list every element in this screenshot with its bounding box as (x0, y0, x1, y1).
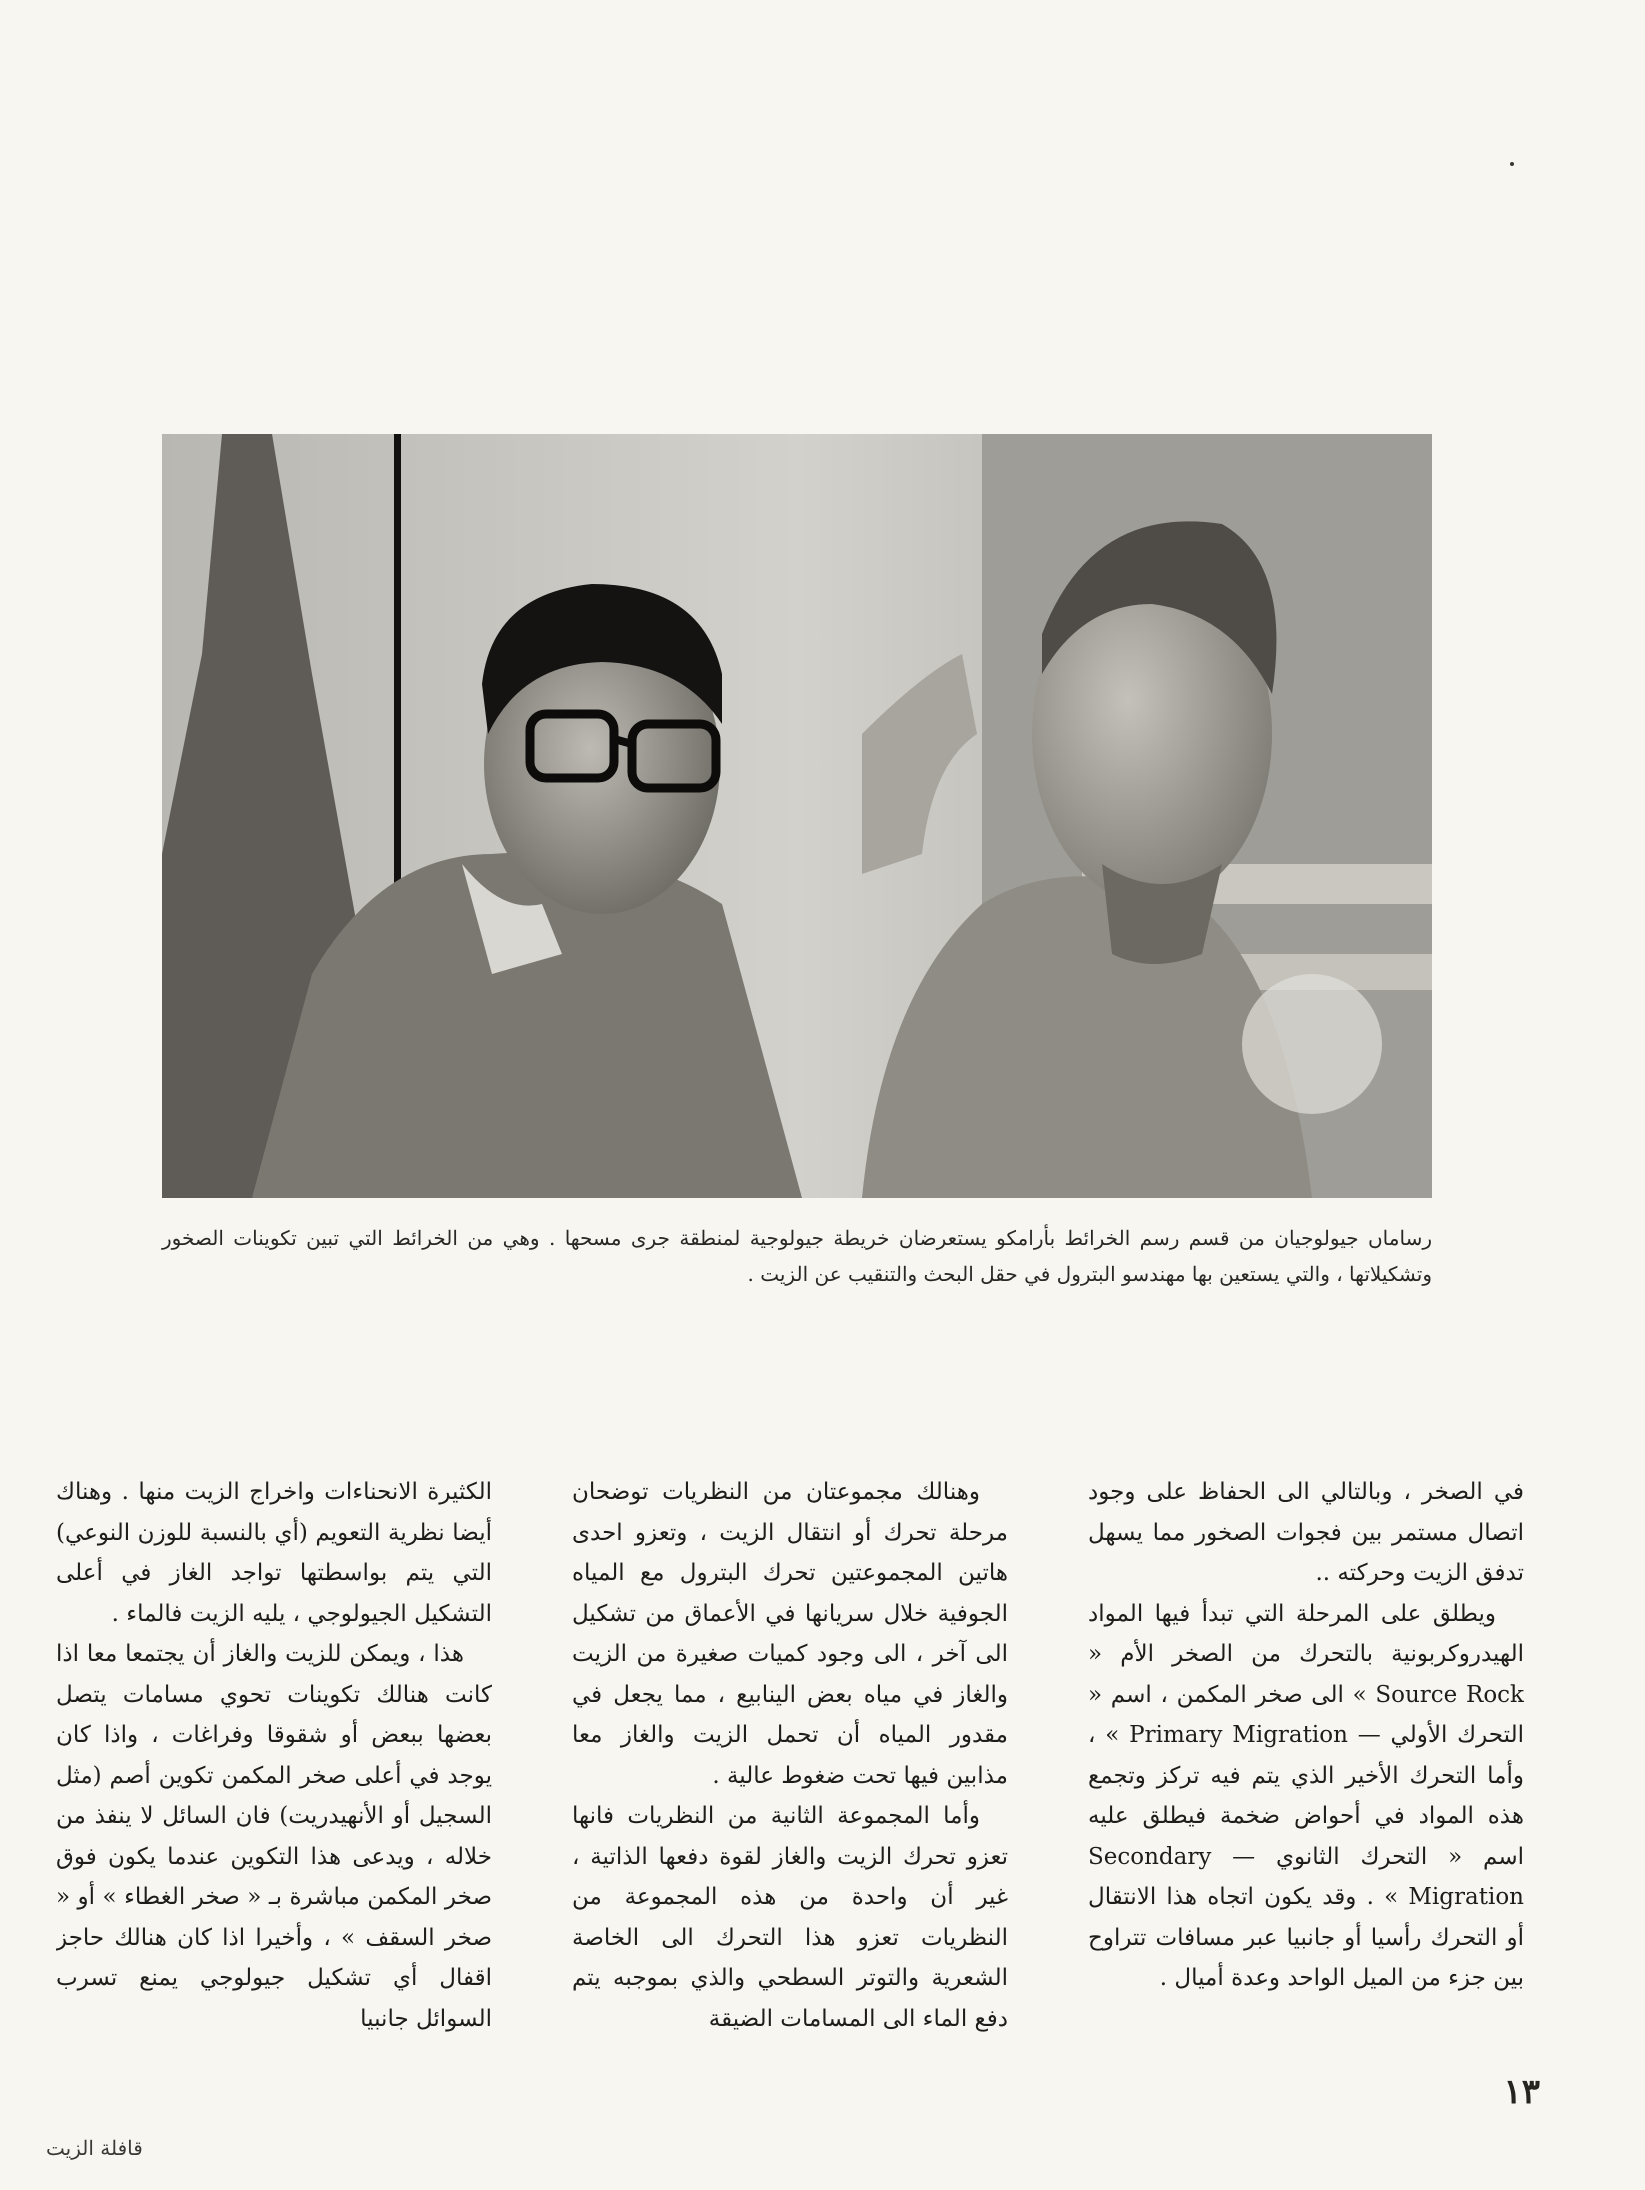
photo-illustration (162, 434, 1432, 1198)
page-mark-dot (1510, 162, 1514, 166)
article-photo (162, 434, 1432, 1198)
photo-caption: رساماں جيولوجيان من قسم رسم الخرائط بأرامكو يستعرضان خريطة جيولوجية لمنطقة جرى مسحها . وهي من الخرائط التي تبين تكوينات الصخور وتشكيلاتها ، والتي يستعين بها مهندسو البترول في حقل البحث والتنقيب عن الزيت . (162, 1226, 1432, 1286)
article-column-right (1088, 1472, 1524, 2062)
magazine-name: قافلة الزيت (46, 2136, 143, 2160)
article-column-left (56, 1472, 492, 2062)
article-column-middle (572, 1472, 1008, 2062)
paragraph: هذا ، ويمكن للزيت والغاز أن يجتمعا معا اذا كانت هنالك تكوينات تحوي مسامات يتصل بعضها ببعض أو شقوقا وفراغات ، واذا كان يوجد في أعلى صخر المكمن تكوين أصم (مثل السجيل أو الأنهيدريت) فان السائل لا ينفذ من خلاله ، ويدعى هذا التكوين عندما يكون فوق صخر المكمن مباشرة بـ « صخر الغطاء » أو « صخر السقف » ، وأخيرا اذا كان هنالك حاجز اقفال أي تشكيل جيولوجي يمنع تسرب السوائل جانبيا (56, 1641, 492, 2032)
paragraph: ويطلق على المرحلة التي تبدأ فيها المواد الهيدروكربونية بالتحرك من الصخر الأم « Source Rock » الى صخر المكمن ، اسم « التحرك الأولي — Primary Migration » ، وأما التحرك الأخير الذي يتم فيه تركز وتجمع هذه المواد في أحواض ضخمة فيطلق عليه اسم « التحرك الثانوي — Secondary Migration » . وقد يكون اتجاه هذا الانتقال أو التحرك رأسيا أو جانبيا عبر مسافات تتراوح بين جزء من الميل الواحد وعدة أميال . (1088, 1600, 1524, 1991)
paragraph: وهنالك مجموعتان من النظريات توضحان مرحلة تحرك أو انتقال الزيت ، وتعزو احدى هاتين المجموعتين تحرك البترول مع المياه الجوفية خلال سريانها في الأعماق من تشكيل الى آخر ، الى وجود كميات صغيرة من الزيت والغاز في مياه بعض الينابيع ، مما يجعل في مقدور المياه أن تحمل الزيت والغاز معا مذابين فيها تحت ضغوط عالية . (572, 1479, 1008, 1789)
paragraph: وأما المجموعة الثانية من النظريات فانها تعزو تحرك الزيت والغاز لقوة دفعها الذاتية ، غير أن واحدة من هذه المجموعة من النظريات تعزو هذا التحرك الى الخاصة الشعرية والتوتر السطحي والذي بموجبه يتم دفع الماء الى المسامات الضيقة (572, 1803, 1008, 2032)
page-number: ١٣ (1503, 2072, 1540, 2112)
paragraph: الكثيرة الانحناءات واخراج الزيت منها . وهناك أيضا نظرية التعويم (أي بالنسبة للوزن النوعي) التي يتم بواسطتها تواجد الغاز في أعلى التشكيل الجيولوجي ، يليه الزيت فالماء . (56, 1479, 492, 1627)
paragraph: في الصخر ، وبالتالي الى الحفاظ على وجود اتصال مستمر بين فجوات الصخور مما يسهل تدفق الزيت وحركته .. (1088, 1479, 1524, 1586)
